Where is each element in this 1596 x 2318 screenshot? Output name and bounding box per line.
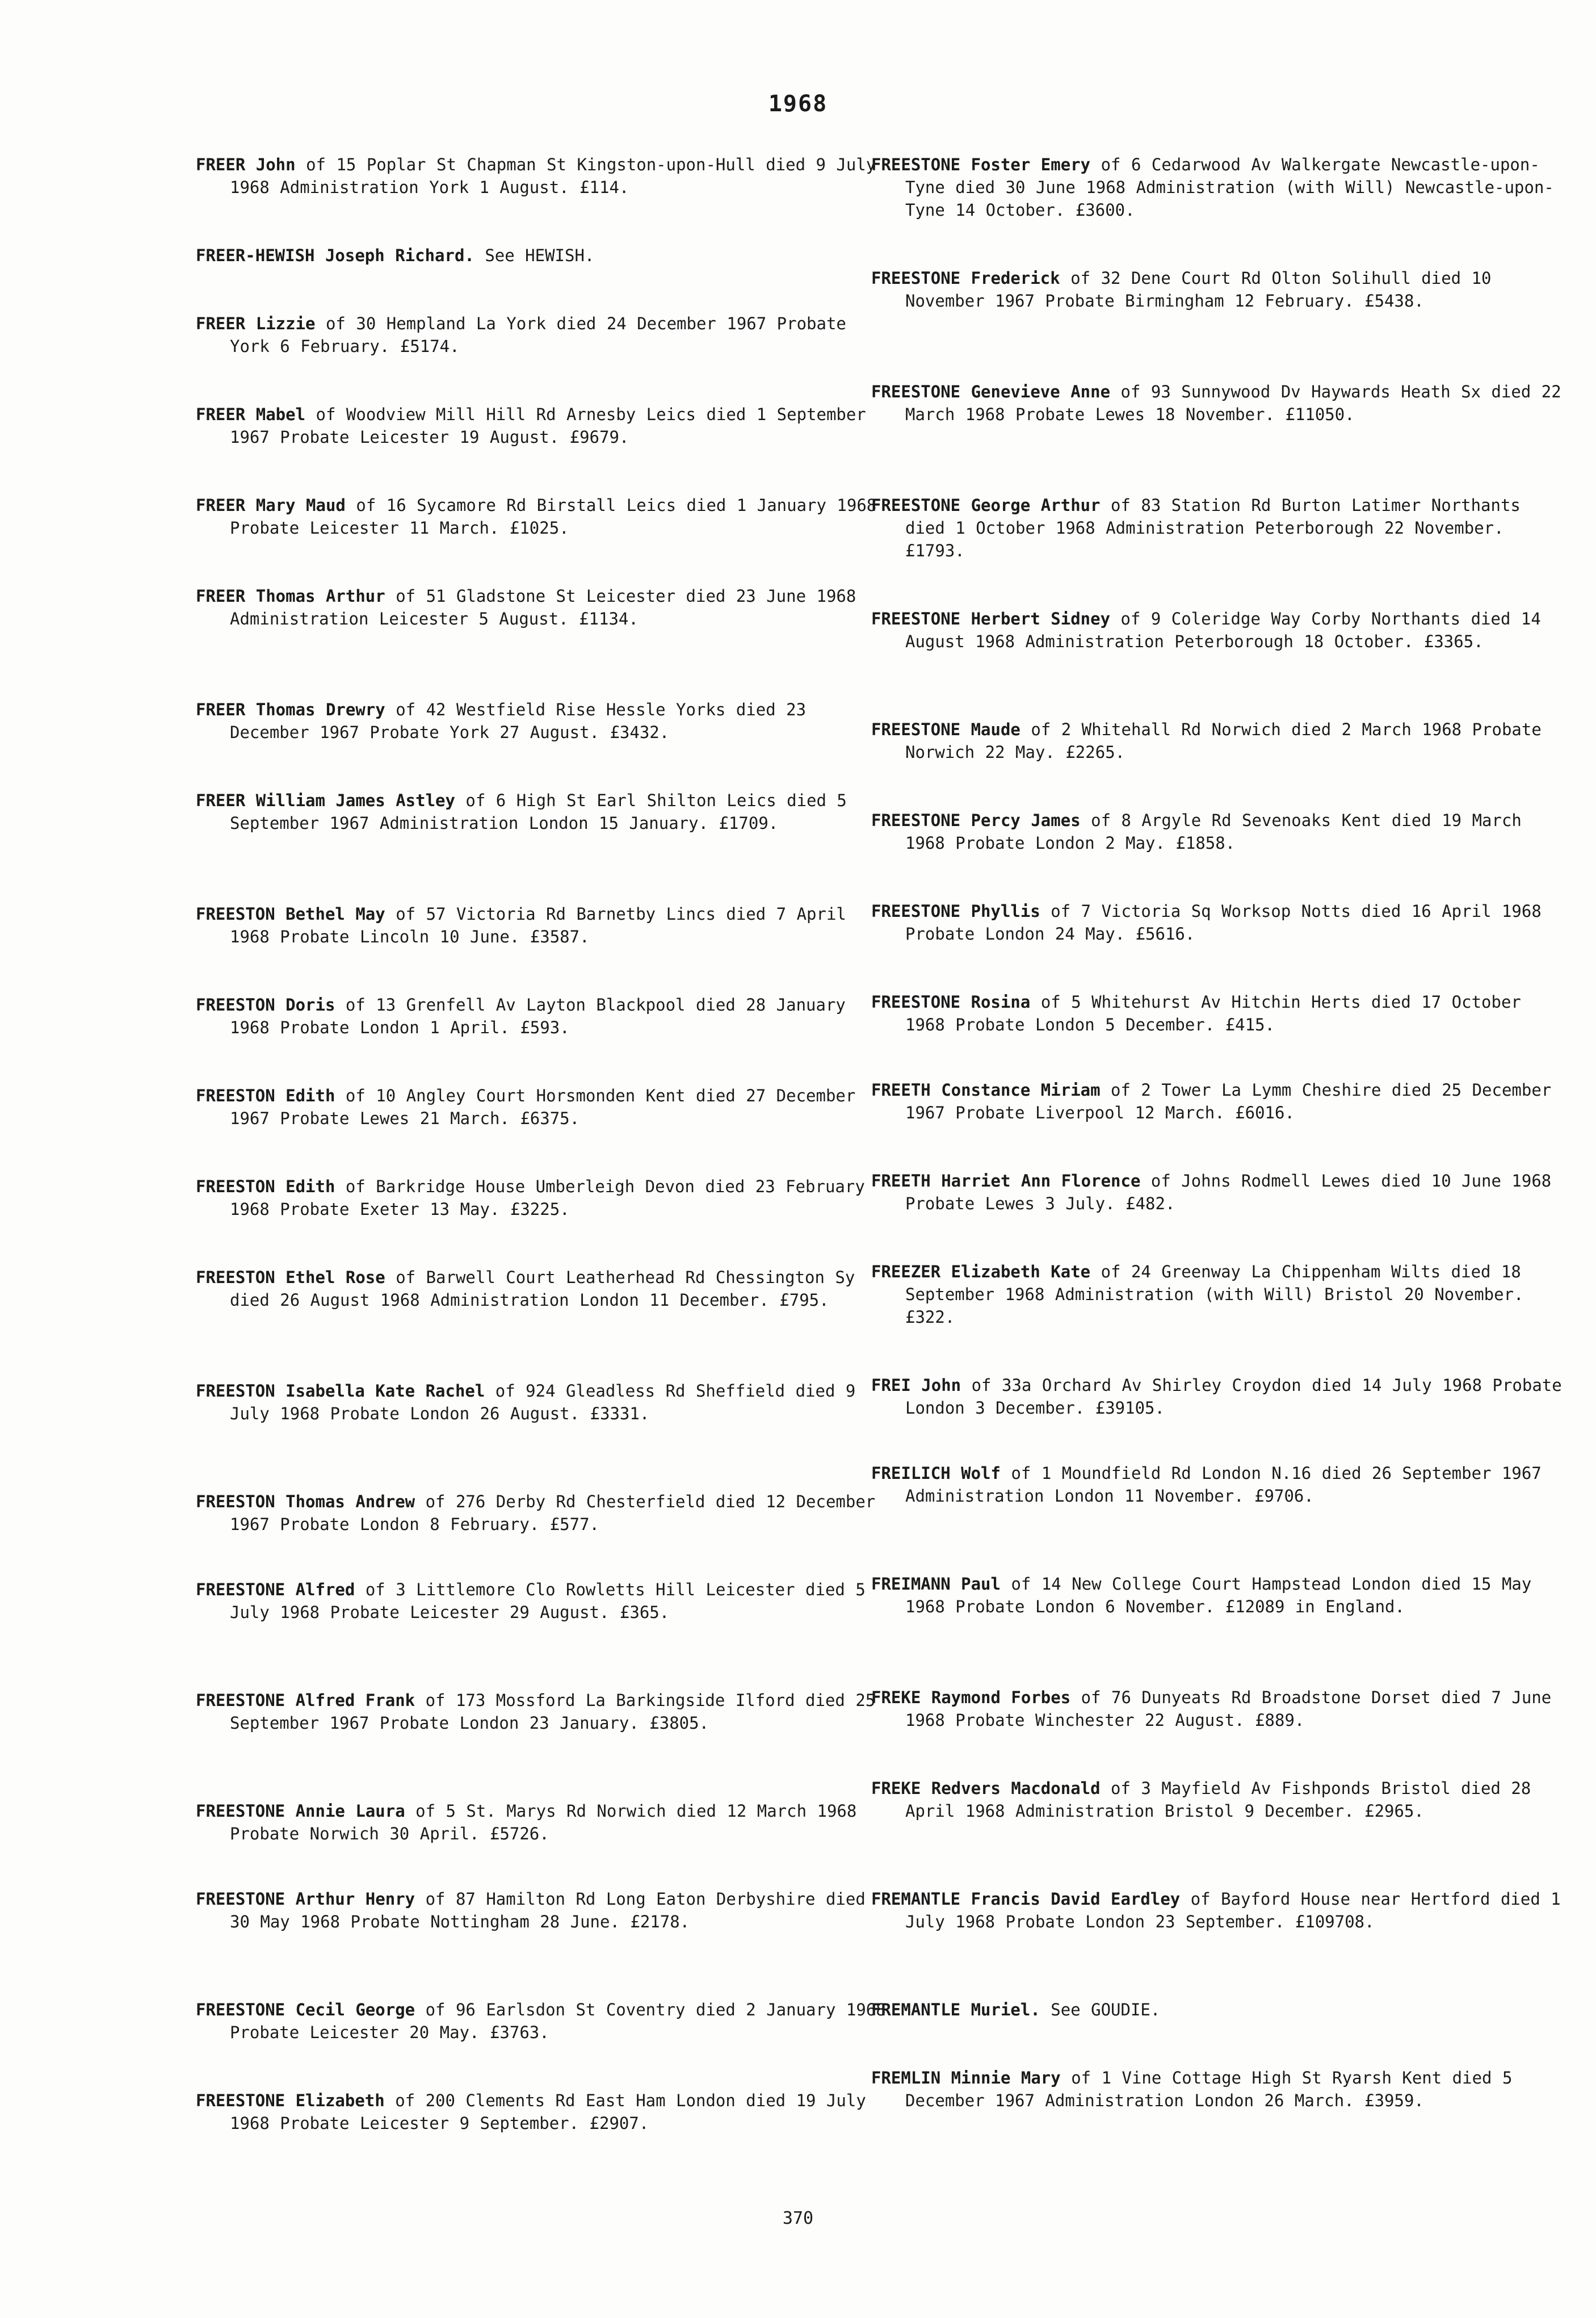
entry-text: of 5 Whitehurst Av Hitchin Herts died 17 October 1968 Probate London 5 December. £415.	[905, 992, 1521, 1034]
probate-entry	[196, 153, 888, 199]
probate-entry	[871, 1170, 1564, 1215]
probate-entry	[871, 607, 1564, 653]
probate-entry	[871, 1888, 1564, 1933]
probate-entry	[196, 244, 888, 267]
probate-entry	[196, 1380, 888, 1425]
entry-name: FREESTON Edith	[196, 1177, 335, 1196]
entry-text: of 30 Hempland La York died 24 December 1967 Probate York 6 February. £5174.	[230, 314, 846, 356]
entry-name: FREESTONE Arthur Henry	[196, 1889, 415, 1909]
probate-entry	[871, 991, 1564, 1036]
entry-name: FREETH Harriet Ann Florence	[871, 1171, 1141, 1191]
entry-name: FREESTONE Herbert Sidney	[871, 609, 1111, 628]
entry-text: of Johns Rodmell Lewes died 10 June 1968 Probate Lewes 3 July. £482.	[905, 1171, 1552, 1213]
entry-text: See GOUDIE.	[1040, 2000, 1161, 2019]
page-year-heading: 1968	[768, 91, 828, 117]
entry-text: of 173 Mossford La Barkingside Ilford died 25 September 1967 Probate London 23 January. £3805.	[230, 1691, 876, 1733]
entry-name: FREESTON Doris	[196, 995, 335, 1015]
probate-entry	[871, 1998, 1564, 2021]
entry-name: FREETH Constance Miriam	[871, 1080, 1101, 1100]
entry-text: of 924 Gleadless Rd Sheffield died 9 July 1968 Probate London 26 August. £3331.	[230, 1381, 856, 1423]
entry-text: of 13 Grenfell Av Layton Blackpool died 28 January 1968 Probate London 1 April. £593.	[230, 995, 846, 1037]
entry-text: of 57 Victoria Rd Barnetby Lincs died 7 April 1968 Probate Lincoln 10 June. £3587.	[230, 904, 846, 946]
entry-text: of 8 Argyle Rd Sevenoaks Kent died 19 March 1968 Probate London 2 May. £1858.	[905, 811, 1522, 853]
entry-name: FREESTON Isabella Kate Rachel	[196, 1381, 485, 1401]
probate-entry	[871, 1079, 1564, 1124]
entry-text: of 1 Moundfield Rd London N.16 died 26 September 1967 Administration London 11 November. £9706.	[905, 1464, 1542, 1506]
entry-text: of 51 Gladstone St Leicester died 23 June 1968 Administration Leicester 5 August. £1134.	[230, 586, 856, 628]
probate-entry	[196, 1689, 888, 1734]
entry-text: of Barwell Court Leatherhead Rd Chessington Sy died 26 August 1968 Administration London 11 December. £795.	[230, 1268, 855, 1310]
entry-text: of 276 Derby Rd Chesterfield died 12 December 1967 Probate London 8 February. £577.	[230, 1492, 876, 1534]
entry-text: of 14 New College Court Hampstead London died 15 May 1968 Probate London 6 November. £12089 in England.	[905, 1574, 1532, 1616]
probate-entry	[196, 403, 888, 448]
probate-entry	[871, 809, 1564, 854]
entry-name: FREER Mary Maud	[196, 496, 346, 515]
entry-name: FREESTON Thomas Andrew	[196, 1492, 415, 1511]
entry-name: FREIMANN Paul	[871, 1574, 1001, 1594]
entry-text: of 83 Station Rd Burton Latimer Northants died 1 October 1968 Administration Peterborough 22 November. £1793.	[905, 496, 1521, 560]
entry-text: of 96 Earlsdon St Coventry died 2 January 1968 Probate Leicester 20 May. £3763.	[230, 2000, 886, 2042]
entry-text: of 76 Dunyeats Rd Broadstone Dorset died 7 June 1968 Probate Winchester 22 August. £889.	[905, 1688, 1552, 1730]
probate-entry	[871, 1260, 1564, 1328]
entry-name: FREER Thomas Drewry	[196, 700, 385, 719]
entry-text: of Bayford House near Hertford died 1 July 1968 Probate London 23 September. £109708.	[905, 1889, 1561, 1931]
entry-text: of 93 Sunnywood Dv Haywards Heath Sx died 22 March 1968 Probate Lewes 18 November. £11050.	[905, 382, 1561, 424]
entry-text: of 16 Sycamore Rd Birstall Leics died 1 January 1968 Probate Leicester 11 March. £1025.	[230, 496, 877, 538]
entry-name: FREESTONE Alfred Frank	[196, 1691, 415, 1710]
probate-entry	[871, 900, 1564, 945]
probate-entry	[196, 1490, 888, 1536]
entry-text: of 2 Tower La Lymm Cheshire died 25 December 1967 Probate Liverpool 12 March. £6016.	[905, 1080, 1552, 1122]
entry-name: FREESTONE Rosina	[871, 992, 1031, 1012]
entry-name: FREESTONE Frederick	[871, 269, 1060, 288]
probate-entry	[196, 1266, 888, 1311]
probate-entry	[196, 994, 888, 1039]
entry-name: FREESTONE Percy James	[871, 811, 1081, 830]
entry-text: of 6 High St Earl Shilton Leics died 5 September 1967 Administration London 15 January. £1709.	[230, 791, 847, 833]
probate-entry	[871, 718, 1564, 764]
probate-entry	[196, 903, 888, 948]
probate-entry	[871, 1462, 1564, 1507]
entry-name: FREESTONE Phyllis	[871, 902, 1040, 921]
probate-entry	[196, 1800, 888, 1845]
entry-text: of 3 Mayfield Av Fishponds Bristol died 28 April 1968 Administration Bristol 9 December. £2965.	[905, 1779, 1531, 1821]
entry-name: FREMLIN Minnie Mary	[871, 2068, 1061, 2088]
entry-name: FREMANTLE Muriel.	[871, 2000, 1040, 2019]
probate-entry	[196, 1888, 888, 1933]
probate-entry	[871, 1573, 1564, 1618]
entry-text: of 7 Victoria Sq Worksop Notts died 16 April 1968 Probate London 24 May. £5616.	[905, 902, 1542, 944]
entry-text: of 33a Orchard Av Shirley Croydon died 14 July 1968 Probate London 3 December. £39105.	[905, 1376, 1562, 1418]
entry-text: of 6 Cedarwood Av Walkergate Newcastle-upon-Tyne died 30 June 1968 Administration (with Will) Newcastle-upon-Tyne 14 October. £3600.	[905, 155, 1554, 220]
probate-entry	[871, 153, 1564, 221]
entry-text: of 42 Westfield Rise Hessle Yorks died 23 December 1967 Probate York 27 August. £3432.	[230, 700, 807, 742]
entry-name: FREESTONE George Arthur	[871, 496, 1101, 515]
probate-entry	[196, 789, 888, 835]
entry-name: FREESTONE Elizabeth	[196, 2091, 385, 2110]
entry-text: of 3 Littlemore Clo Rowletts Hill Leicester died 5 July 1968 Probate Leicester 29 August. £365.	[230, 1580, 866, 1622]
entry-name: FREESTONE Maude	[871, 720, 1020, 739]
page-number: 370	[782, 2208, 814, 2228]
entry-text: of 200 Clements Rd East Ham London died 19 July 1968 Probate Leicester 9 September. £2907.	[230, 2091, 866, 2133]
entry-name: FREESTON Ethel Rose	[196, 1268, 385, 1287]
probate-entry	[871, 267, 1564, 312]
probate-entry	[196, 1578, 888, 1624]
entry-text: of 24 Greenway La Chippenham Wilts died 18 September 1968 Administration (with Will) Bristol 20 November. £322.	[905, 1262, 1524, 1327]
entry-text: of Woodview Mill Hill Rd Arnesby Leics died 1 September 1967 Probate Leicester 19 August. £9679.	[230, 405, 866, 447]
probate-entry	[196, 312, 888, 358]
entry-name: FREESTON Edith	[196, 1086, 335, 1105]
entry-name: FREILICH Wolf	[871, 1464, 1001, 1483]
probate-entry	[196, 1084, 888, 1130]
probate-entry	[871, 1374, 1564, 1419]
entry-name: FREER Thomas Arthur	[196, 586, 385, 606]
entry-text: of 2 Whitehall Rd Norwich died 2 March 1968 Probate Norwich 22 May. £2265.	[905, 720, 1542, 762]
entry-text: of 87 Hamilton Rd Long Eaton Derbyshire died 30 May 1968 Probate Nottingham 28 June. £2178.	[230, 1889, 866, 1931]
entry-name: FREER-HEWISH Joseph Richard.	[196, 246, 474, 265]
probate-entry	[196, 1998, 888, 2044]
entry-name: FREESTONE Alfred	[196, 1580, 355, 1599]
entry-name: FREER Lizzie	[196, 314, 316, 333]
entry-text: of 1 Vine Cottage High St Ryarsh Kent died 5 December 1967 Administration London 26 March. £3959.	[905, 2068, 1513, 2110]
entry-name: FREMANTLE Francis David Eardley	[871, 1889, 1181, 1909]
probate-entry	[196, 585, 888, 630]
entry-name: FREKE Raymond Forbes	[871, 1688, 1071, 1707]
entry-text: of 15 Poplar St Chapman St Kingston-upon-Hull died 9 July 1968 Administration York 1 August. £114.	[230, 155, 876, 197]
entry-name: FREESTONE Genevieve Anne	[871, 382, 1111, 401]
probate-entry	[196, 2089, 888, 2135]
entry-name: FREEZER Elizabeth Kate	[871, 1262, 1091, 1281]
entry-text: of 9 Coleridge Way Corby Northants died 14 August 1968 Administration Peterborough 18 October. £3365.	[905, 609, 1541, 651]
probate-entry	[196, 494, 888, 539]
entry-text: of 10 Angley Court Horsmonden Kent died 27 December 1967 Probate Lewes 21 March. £6375.	[230, 1086, 856, 1128]
probate-entry	[871, 1777, 1564, 1822]
entry-text: of Barkridge House Umberleigh Devon died 23 February 1968 Probate Exeter 13 May. £3225.	[230, 1177, 865, 1219]
entry-name: FREER William James Astley	[196, 791, 455, 810]
entry-name: FREER John	[196, 155, 296, 174]
entry-name: FREESTONE Cecil George	[196, 2000, 415, 2019]
probate-entry	[196, 698, 888, 744]
probate-entry	[871, 2067, 1564, 2112]
entry-name: FREESTONE Foster Emery	[871, 155, 1091, 174]
entry-name: FREESTON Bethel May	[196, 904, 385, 924]
entry-text: of 32 Dene Court Rd Olton Solihull died 10 November 1967 Probate Birmingham 12 February. £5438.	[905, 269, 1492, 311]
probate-entry	[871, 1686, 1564, 1732]
entry-name: FREI John	[871, 1376, 961, 1395]
entry-name: FREESTONE Annie Laura	[196, 1801, 405, 1821]
entry-text: See HEWISH.	[474, 246, 595, 265]
entry-text: of 5 St. Marys Rd Norwich died 12 March 1968 Probate Norwich 30 April. £5726.	[230, 1801, 857, 1843]
probate-entry	[196, 1175, 888, 1221]
entry-name: FREKE Redvers Macdonald	[871, 1779, 1101, 1798]
probate-entry	[871, 494, 1564, 562]
entry-name: FREER Mabel	[196, 405, 306, 424]
probate-entry	[871, 380, 1564, 426]
